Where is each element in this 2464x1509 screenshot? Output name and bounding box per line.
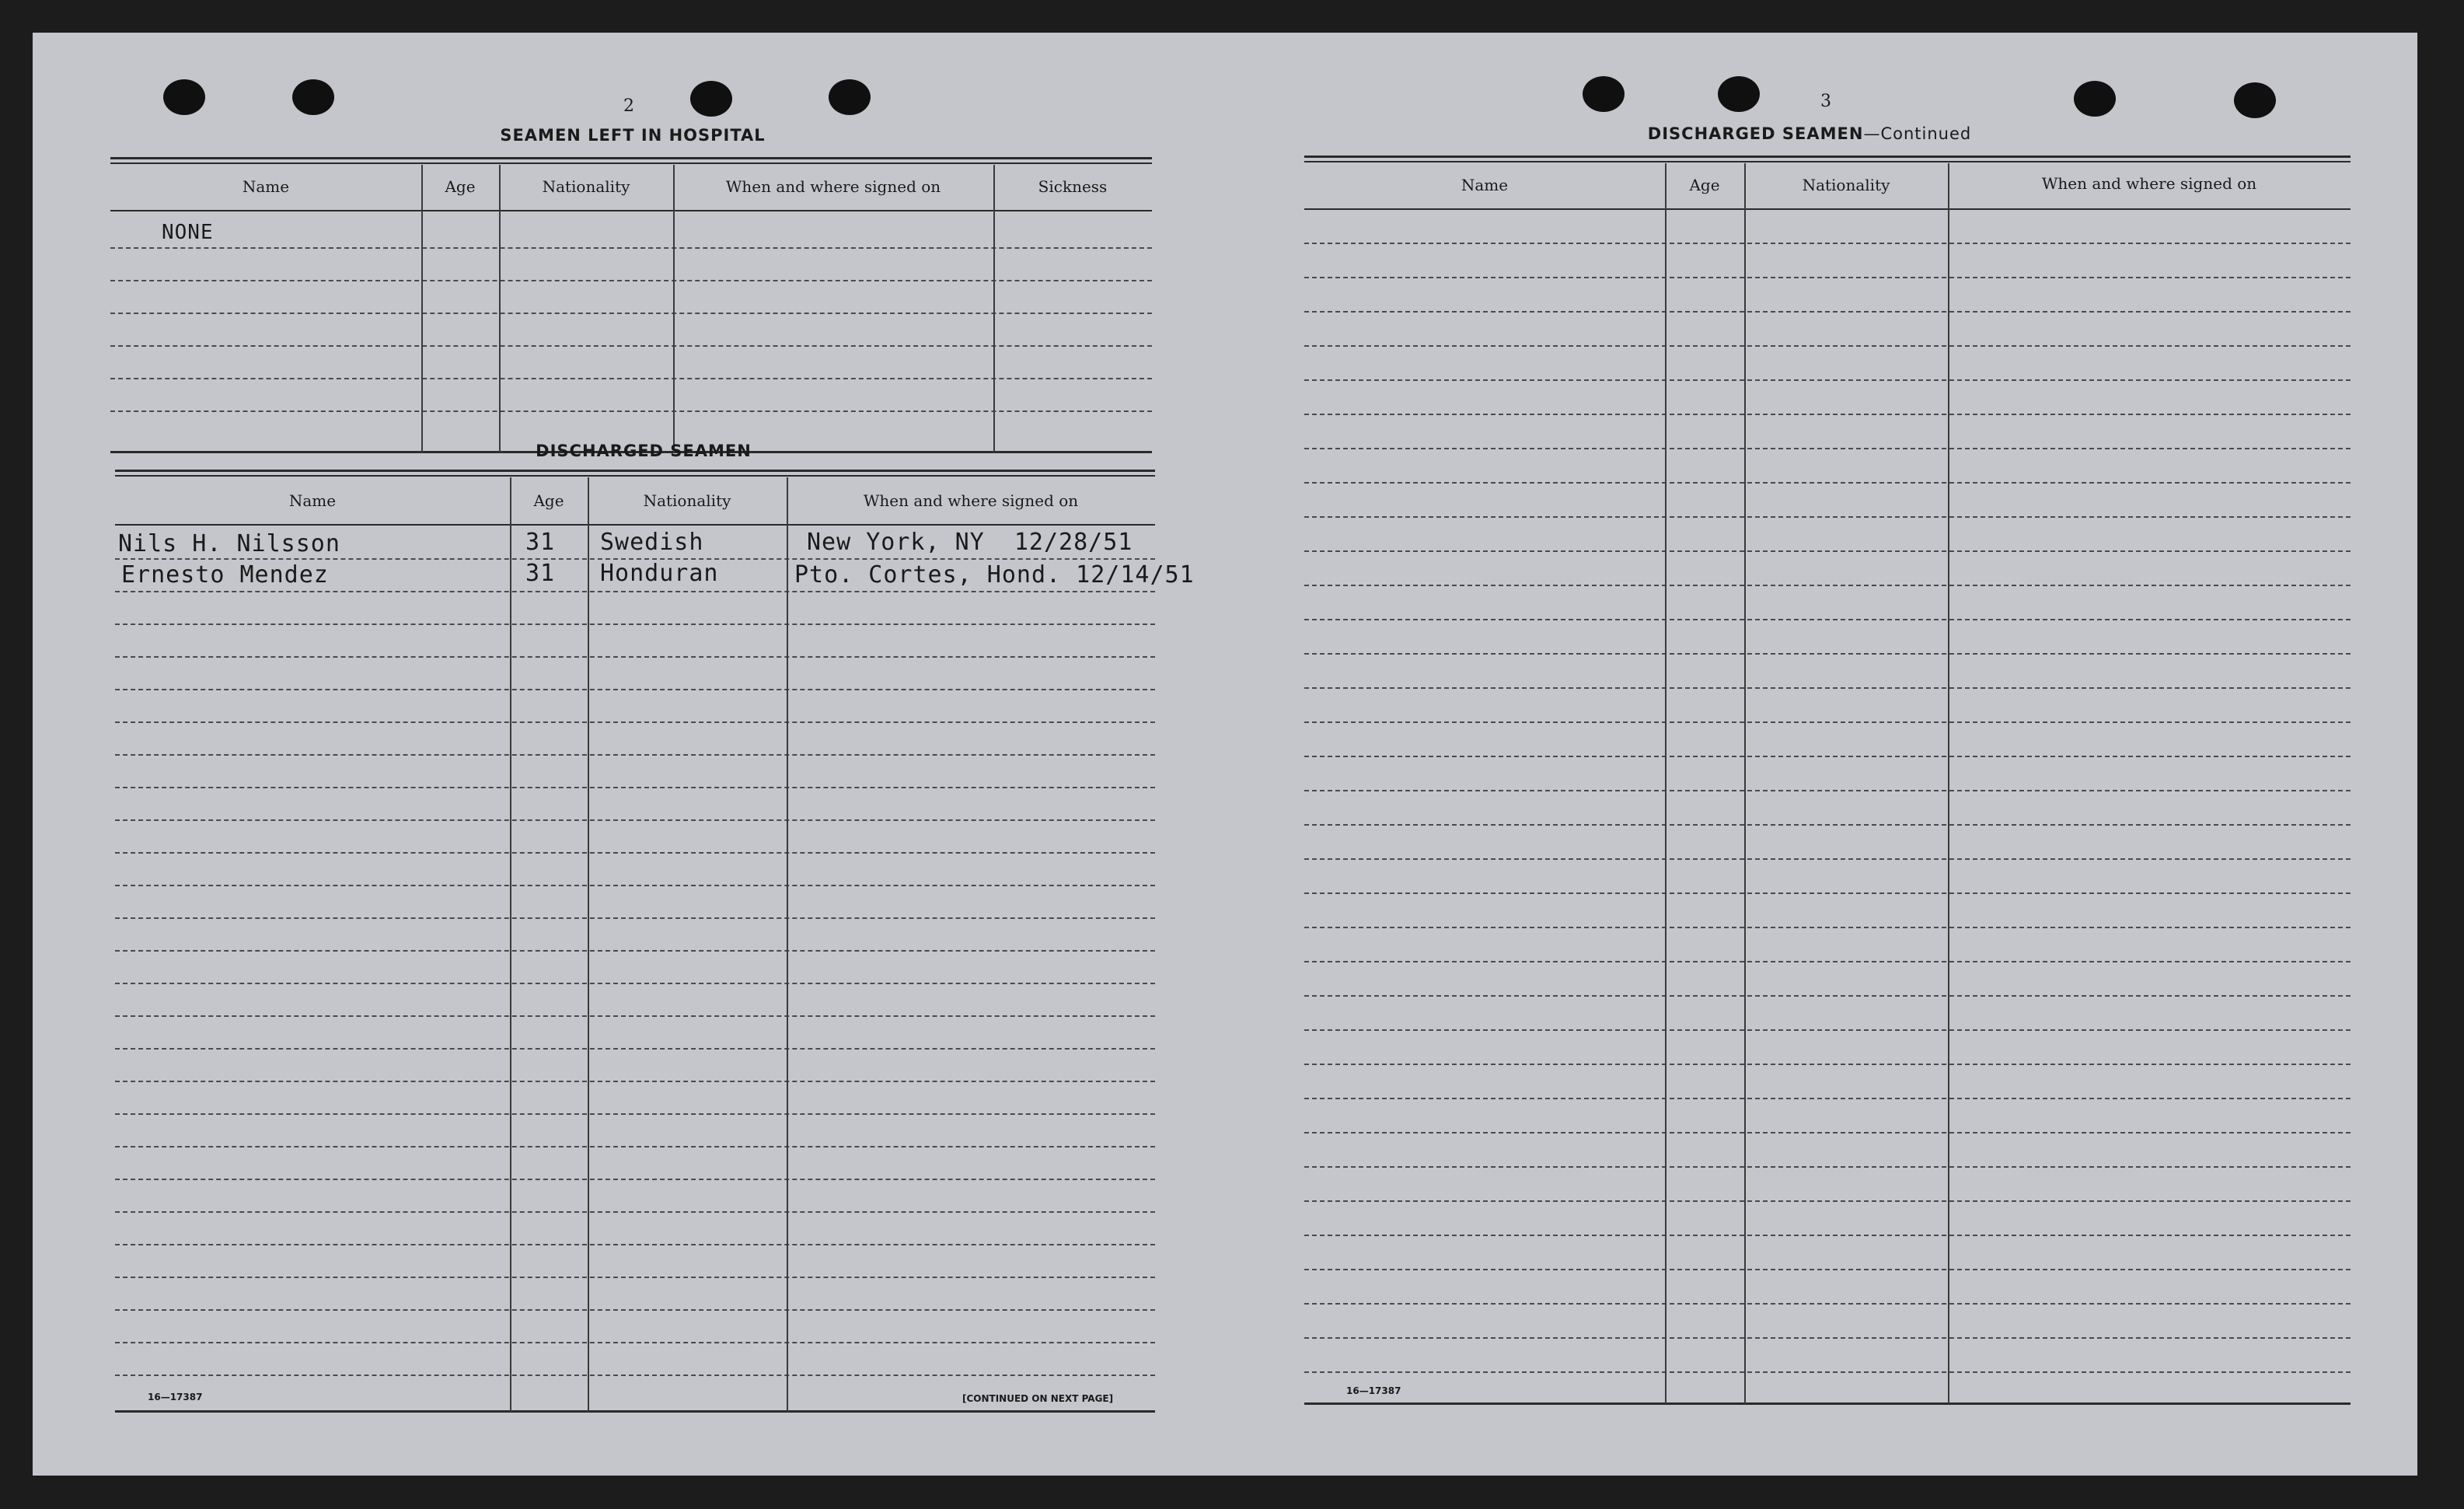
column-header: Name	[288, 491, 337, 510]
seaman-nationality: Honduran	[600, 560, 719, 587]
hospital-section-title: SEAMEN LEFT IN HOSPITAL	[500, 126, 766, 145]
form-number-left: 16—17387	[148, 1392, 203, 1402]
manifest-sheet	[33, 33, 2417, 1476]
punch-hole	[1583, 76, 1625, 112]
continued-title-suffix: —Continued	[1863, 124, 1972, 143]
punch-hole	[2074, 81, 2116, 117]
column-header: Age	[1689, 176, 1720, 194]
discharged-continued-table	[1304, 155, 2351, 1412]
column-header: Name	[1461, 176, 1509, 194]
punch-hole	[829, 79, 871, 115]
page-number-right: 3	[1820, 92, 1831, 111]
continued-section-title	[1648, 124, 1971, 143]
continued-note: [CONTINUED ON NEXT PAGE]	[962, 1393, 1114, 1404]
punch-hole	[1718, 76, 1760, 112]
punch-hole	[2234, 82, 2276, 118]
column-header: Age	[445, 177, 476, 196]
column-header: When and where signed on	[725, 177, 941, 196]
seaman-signed-on: Pto. Cortes, Hond. 12/14/51	[794, 561, 1195, 589]
column-header: When and where signed on	[2041, 174, 2257, 193]
column-header: Nationality	[643, 491, 731, 510]
column-header: Sickness	[1038, 177, 1108, 196]
discharged-table	[115, 470, 1195, 1415]
punch-hole	[163, 79, 205, 115]
form-number-right: 16—17387	[1346, 1385, 1401, 1396]
continued-title-main: DISCHARGED SEAMEN	[1647, 124, 1864, 143]
column-header: Nationality	[542, 177, 630, 196]
seaman-signed-on: New York, NY 12/28/51	[807, 529, 1133, 556]
column-header: Name	[242, 177, 290, 196]
punch-hole	[292, 79, 334, 115]
column-header: When and where signed on	[863, 491, 1079, 510]
seaman-name: Ernesto Mendez	[121, 561, 329, 589]
page-number-left: 2	[623, 96, 634, 116]
seaman-nationality: Swedish	[600, 529, 704, 556]
hospital-table	[110, 157, 1152, 457]
discharged-section-title: DISCHARGED SEAMEN	[536, 442, 752, 460]
seaman-name: Nils H. Nilsson	[118, 530, 340, 557]
column-header: Nationality	[1802, 176, 1890, 194]
seaman-age: 31	[525, 529, 556, 556]
punch-hole	[690, 81, 732, 117]
hospital-entry: NONE	[162, 221, 214, 244]
seaman-age: 31	[525, 560, 556, 587]
column-header: Age	[533, 491, 564, 510]
